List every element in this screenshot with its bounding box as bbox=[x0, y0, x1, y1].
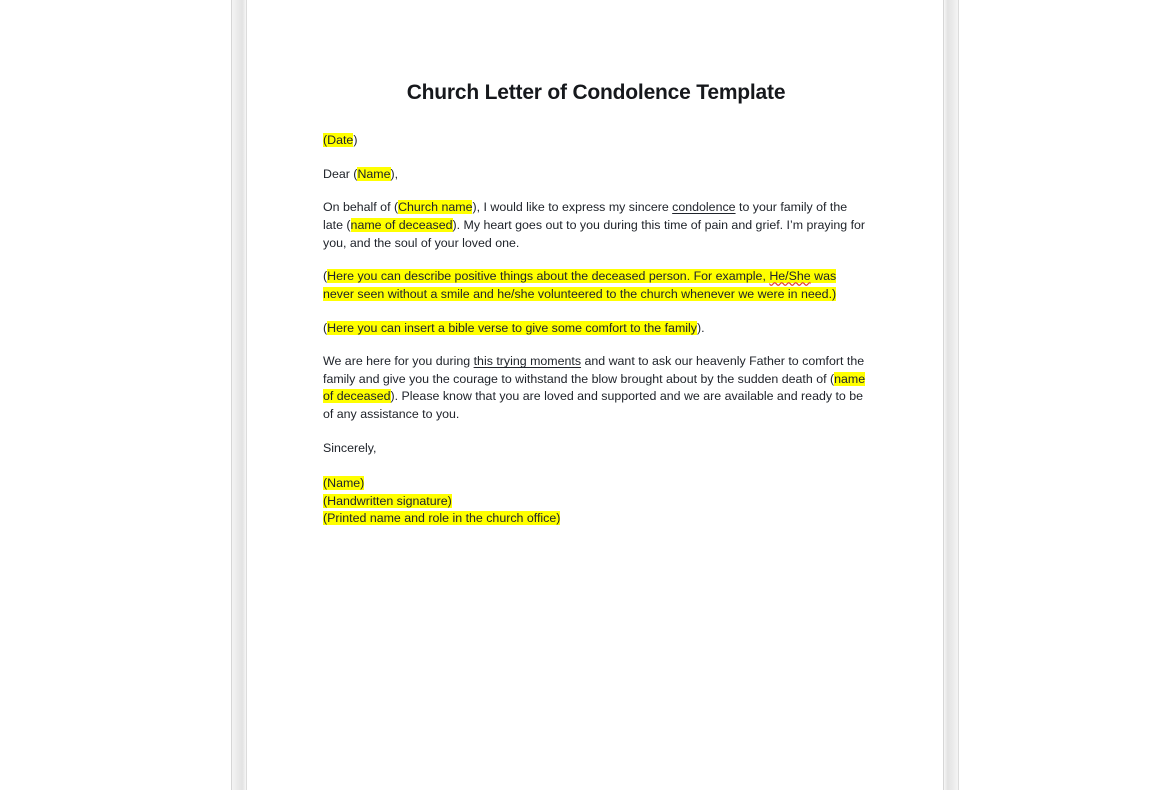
signature-line bbox=[323, 510, 869, 528]
paragraph-one bbox=[323, 199, 869, 252]
p1-text-d: ). My heart goes out to you during this time of pain and grief. I’m praying for you, and the soul of your loved one. bbox=[323, 218, 866, 250]
p4-text-b: and want to ask our heavenly Father to comfort the family and give you the courage to withstand the blow brought about by the sudden death of ( bbox=[323, 354, 865, 386]
p1-name-of-deceased-highlight: name of deceased bbox=[350, 218, 453, 233]
p1-text-a: On behalf of ( bbox=[323, 200, 399, 215]
document-sheet bbox=[248, 0, 943, 805]
date-line bbox=[323, 132, 869, 150]
document-content bbox=[323, 80, 869, 528]
trying-moments-link[interactable]: this trying moments bbox=[473, 354, 582, 369]
p4-name-of-deceased-highlight: name of deceased bbox=[323, 371, 866, 404]
p2-highlight-b: was never seen without a smile and he/she volunteered to the church whenever we were in need.) bbox=[323, 269, 837, 301]
signature-block bbox=[323, 475, 869, 528]
salutation-name-highlight: Name bbox=[357, 166, 391, 181]
condolence-link[interactable]: condolence bbox=[672, 200, 736, 215]
p4-text-c: ). Please know that you are loved and supported and we are available and ready to be of any assistance to you. bbox=[323, 389, 864, 421]
signature-name-highlight: (Name) bbox=[323, 476, 365, 491]
p2-highlight-a: Here you can describe positive things about the deceased person. For example, bbox=[327, 269, 770, 284]
p3-trailing: ). bbox=[696, 320, 705, 335]
salutation-trailing: ), bbox=[390, 166, 399, 181]
p3-bible-verse-highlight: Here you can insert a bible verse to give some comfort to the family bbox=[327, 320, 697, 335]
page-title: Church Letter of Condolence Template bbox=[406, 81, 786, 104]
salutation-prefix: Dear ( bbox=[323, 166, 358, 181]
date-placeholder-highlight: (Date bbox=[323, 133, 354, 148]
salutation-line bbox=[323, 166, 869, 184]
signature-line bbox=[323, 493, 869, 511]
page-edge-right bbox=[943, 0, 959, 790]
signature-handwritten-highlight: (Handwritten signature) bbox=[323, 493, 452, 508]
p2-prefix: ( bbox=[323, 269, 328, 284]
p4-text-a: We are here for you during bbox=[323, 354, 474, 369]
p3-prefix: ( bbox=[323, 320, 328, 335]
paragraph-two bbox=[323, 268, 869, 303]
closing-line: Sincerely, bbox=[323, 440, 377, 455]
paragraph-four bbox=[323, 353, 869, 423]
p1-text-c: to your family of the late ( bbox=[323, 200, 848, 233]
signature-printed-role-highlight: (Printed name and role in the church office) bbox=[323, 511, 561, 526]
paragraph-three bbox=[323, 320, 869, 338]
date-line-trailing: ) bbox=[353, 133, 358, 148]
signature-line bbox=[323, 475, 869, 493]
p1-text-b: ), I would like to express my sincere bbox=[472, 200, 673, 215]
p1-church-name-highlight: Church name bbox=[398, 200, 473, 215]
page-edge-left bbox=[231, 0, 247, 790]
p2-spellcheck-word: He/She bbox=[769, 269, 811, 284]
